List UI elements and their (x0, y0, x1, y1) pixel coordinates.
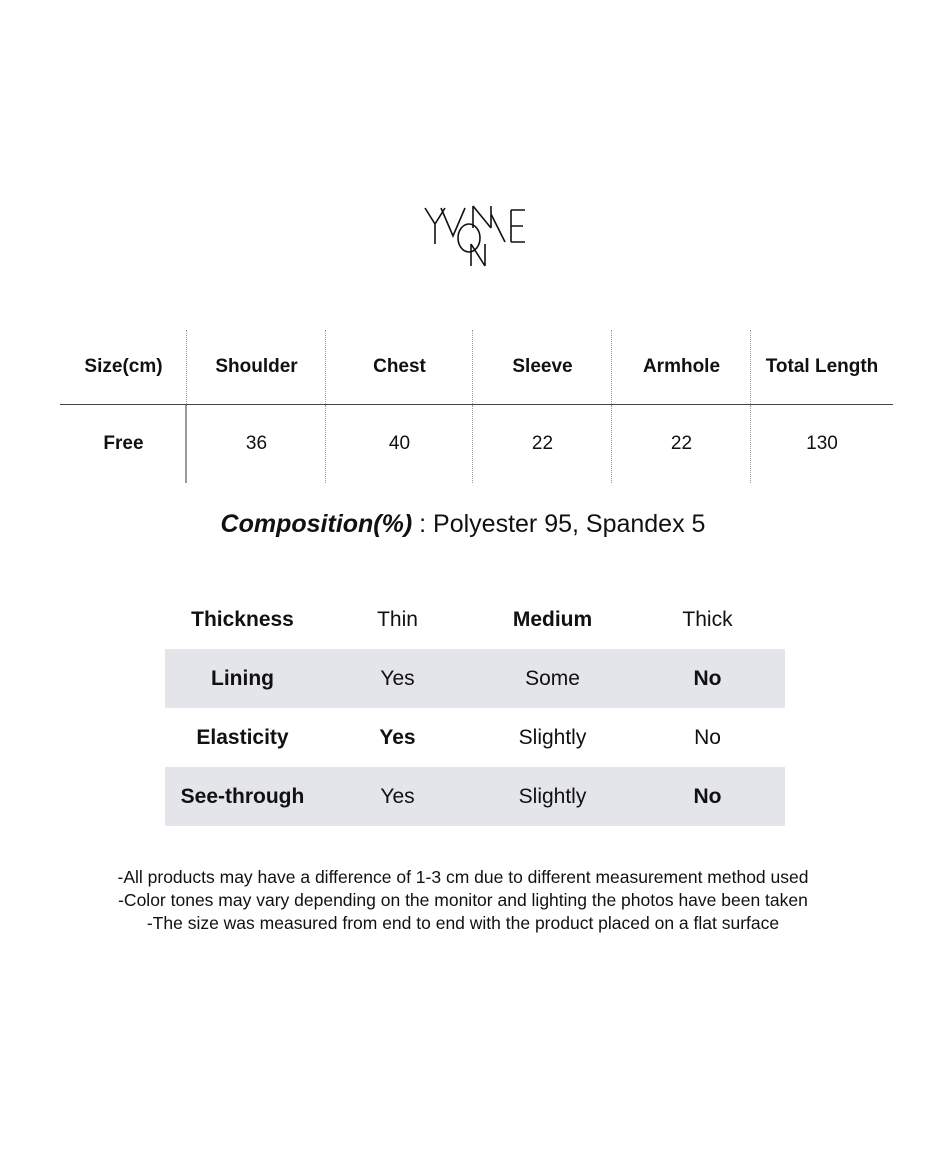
value-armhole: 22 (612, 405, 751, 483)
composition-label: Composition(%) (220, 510, 413, 538)
header-total-length: Total Length (765, 356, 879, 377)
value-sleeve: 22 (473, 405, 612, 483)
property-option: Yes (380, 666, 415, 690)
property-option: Slightly (518, 784, 587, 808)
property-option: Thin (377, 607, 418, 631)
logo-mark-icon (421, 200, 531, 270)
value-chest: 40 (326, 405, 473, 483)
brand-logo (421, 200, 531, 270)
properties-table (165, 590, 785, 826)
composition-line (0, 510, 926, 539)
property-option: Some (525, 666, 580, 690)
note-line: -All products may have a difference of 1-3 cm due to different measurement method used (117, 867, 809, 887)
property-option-selected: Medium (512, 607, 593, 631)
header-chest: Chest (326, 330, 473, 404)
composition-separator: : (412, 510, 434, 538)
property-row-see-through (165, 767, 785, 826)
property-name: Elasticity (196, 725, 289, 749)
header-shoulder: Shoulder (187, 330, 326, 404)
table-row (60, 405, 893, 483)
property-row-thickness (165, 590, 785, 649)
property-option-selected: No (693, 784, 722, 808)
property-row-elasticity (165, 708, 785, 767)
property-option-selected: No (693, 666, 722, 690)
property-name: See-through (180, 784, 305, 808)
property-option: Yes (380, 784, 415, 808)
composition-value: Polyester 95, Spandex 5 (433, 510, 706, 538)
header-sleeve: Sleeve (473, 330, 612, 404)
disclaimer-notes (0, 866, 926, 935)
property-name: Thickness (191, 607, 294, 631)
size-table (60, 330, 893, 483)
property-row-lining (165, 649, 785, 708)
size-free: Free (60, 405, 187, 483)
note-line: -Color tones may vary depending on the monitor and lighting the photos have been taken (118, 890, 808, 910)
property-option: Thick (682, 607, 733, 631)
note-line: -The size was measured from end to end with the product placed on a flat surface (146, 913, 780, 933)
value-shoulder: 36 (187, 405, 326, 483)
header-size: Size(cm) (60, 330, 187, 404)
property-name: Lining (211, 666, 274, 690)
property-option: No (694, 725, 721, 749)
property-option: Slightly (518, 725, 587, 749)
value-total-length: 130 (806, 433, 838, 454)
property-option-selected: Yes (379, 725, 416, 749)
size-table-header (60, 330, 893, 405)
header-armhole: Armhole (612, 330, 751, 404)
